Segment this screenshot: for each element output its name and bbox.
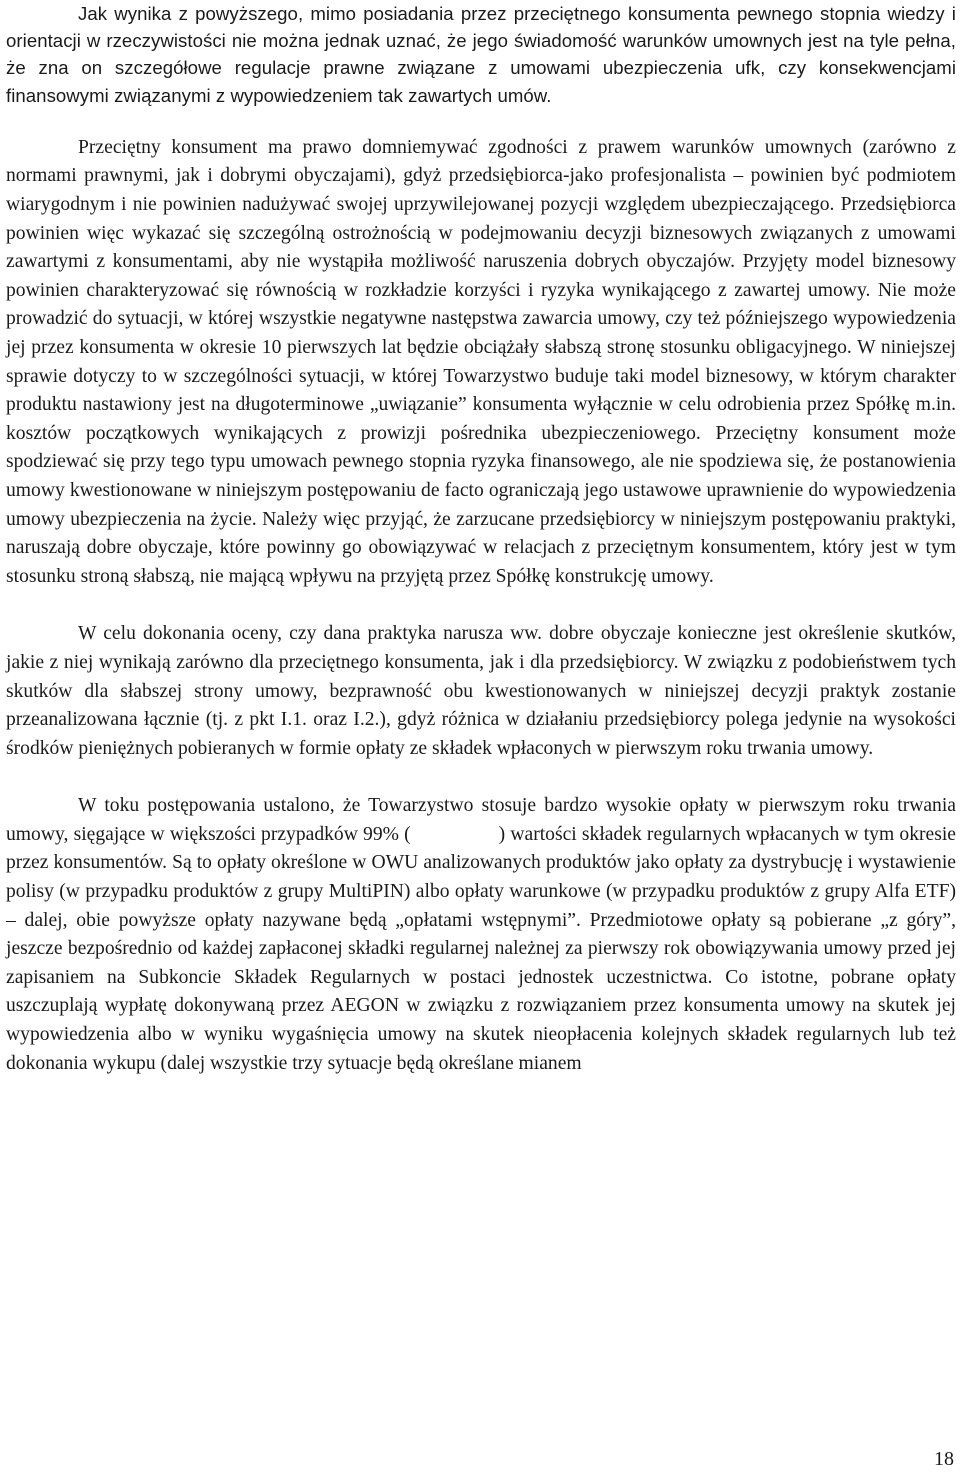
paragraph-assessment-effects: W celu dokonania oceny, czy dana praktyka narusza ww. dobre obyczaje konieczne jest określenie skutków, jakie z niej wynikają zarówno dla przeciętnego konsumenta, jak i dla przedsiębiorcy. W związku z podobieństwem tych skutków dla słabszej strony umowy, bezprawność obu kwestionowanych w niniejszej decyzji praktyk zostanie przeanalizowana łącznie (tj. z pkt I.1. oraz I.2.), gdyż różnica w działaniu przedsiębiorcy polega jedynie na wysokości środków pieniężnych pobieranych w formie opłaty ze składek wpłaconych w pierwszym roku trwania umowy. xyxy=(6,623,956,759)
paragraph-consumer-presumption: Przeciętny konsument ma prawo domniemywać zgodności z prawem warunków umownych (zarówno z normami prawnymi, jak i dobrymi obyczajami), gdyż przedsiębiorca-jako profesjonalista – powinien być podmiotem wiarygodnym i nie powinien nadużywać swojej uprzywilejowanej pozycji względem ubezpieczającego. Przedsiębiorca powinien więc wykazać się szczególną ostrożnością w podejmowaniu decyzji biznesowych związanych z umowami zawartymi z konsumentami, aby nie wystąpiła możliwość naruszenia dobrych obyczajów. Przyjęty model biznesowy powinien charakteryzować się równością w rozkładzie korzyści i ryzyka wynikającego z zawartej umowy. Nie może prowadzić do sytuacji, w której wszystkie negatywne następstwa zawarcia umowy, czy też późniejszego wypowiedzenia jej przez konsumenta w okresie 10 pierwszych lat będzie obciążały słabszą stronę stosunku obligacyjnego. W niniejszej sprawie dotyczy to w szczególności sytuacji, w której Towarzystwo buduje taki model biznesowy, w którym charakter produktu nastawiony jest na długoterminowe „uwiązanie” konsumenta wyłącznie w celu odrobienia przez Spółkę m.in. kosztów początkowych wynikających z prowizji pośrednika ubezpieczeniowego. Przeciętny konsument może spodziewać się przy tego typu umowach pewnego stopnia ryzyka finansowego, ale nie spodziewa się, że postanowienia umowy kwestionowane w niniejszym postępowaniu de facto ograniczają jego ustawowe uprawnienie do wypowiedzenia umowy ubezpieczenia na życie. Należy więc przyjąć, że zarzucane przedsiębiorcy w niniejszym postępowaniu praktyki, naruszają dobre obyczaje, które powinny go obowiązywać w relacjach z przeciętnym konsumentem, który jest w tym stosunku stroną słabszą, nie mającą wpływu na przyjętą przez Spółkę konstrukcję umowy. xyxy=(6,136,956,587)
initial-fees-text-end: ) wartości składek regularnych wpłacanych w tym okresie przez konsumentów. Są to opłaty określone w OWU analizowanych produktów jako opłaty za dystrybucję i wystawienie polisy (w przypadku produktów z grupy MultiPIN) albo opłaty warunkowe (w przypadku produktów z grupy Alfa ETF) – dalej, obie powyższe opłaty nazywane będą „opłatami wstępnymi”. Przedmiotowe opłaty są pobierane „z góry”, jeszcze bezpośrednio od każdej zapłaconej składki regularnej należnej za pierwszy rok obowiązywania umowy przed jej zapisaniem na Subkoncie Składek Regularnych w postaci jednostek uczestnictwa. Co istotne, pobrane opłaty uszczuplają wypłatę dokonywaną przez AEGON w związku z rozwiązaniem przez konsumenta umowy na skutek jej wypowiedzenia albo w wyniku wygaśnięcia umowy na skutek nieopłacenia kolejnych składek regularnych lub też dokonania wykupu (dalej wszystkie trzy sytuacje będą określane mianem xyxy=(6,823,956,1074)
page-number: 18 xyxy=(934,1448,954,1470)
paragraph-consumer-awareness: Jak wynika z powyższego, mimo posiadania przez przeciętnego konsumenta pewnego stopnia wiedzy i orientacji w rzeczywistości nie można jednak uznać, że jego świadomość warunków umownych jest na tyle pełna, że zna on szczegółowe regulacje prawne związane z umowami ubezpieczenia ufk, czy konsekwencjami finansowymi związanymi z wypowiedzeniem tak zawartych umów. xyxy=(6,3,956,106)
initial-fees-text-start: W toku postępowania ustalono, że Towarzystwo stosuje bardzo wysokie opłaty w pierwszym roku trwania umowy, sięgające w większości przypadków 99% ( xyxy=(6,795,956,845)
paragraph-initial-fees xyxy=(6,792,956,1078)
document-page xyxy=(6,0,956,1078)
